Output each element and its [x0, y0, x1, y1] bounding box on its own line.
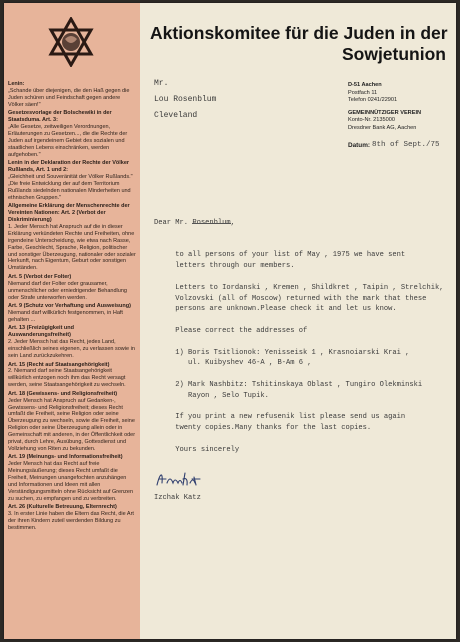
sidebar-paragraph	[8, 325, 136, 360]
sidebar-paragraph	[8, 303, 136, 324]
sidebar-quote: Jeder Mensch hat Anspruch auf Gedanken-, Gewissens- und Religionsfreiheit; dieses Recht umfaßt die Freiheit, seine Religion oder seine Überzeugung zu wechseln, sowie die Freiheit, seine Religion oder seine Überzeugung allein oder in Gemeinschaft mit anderen, in der Öffentlichkeit oder privat, durch Lehre, Ausübung, Gottesdienst und Vollziehung von Riten zu bekunden.	[8, 397, 136, 452]
letter-line: Volzovski (all of Moscow) returned with the mark that these	[154, 294, 427, 303]
sidebar-heading: Allgemeine Erklärung der Menschenrechte der Vereinten Nationen: Art. 2 (Verbot der Diskriminierung)	[8, 203, 130, 223]
letter-line: 2) Mark Nashbitz: Tshitinskaya Oblast , Tungiro Olekminski	[154, 380, 423, 389]
sidebar-heading: Art. 13 (Freizügigkeit und Auswanderungsfreiheit)	[8, 325, 75, 339]
letter-line: Yours sincerely	[154, 445, 240, 454]
sidebar-paragraph	[8, 504, 136, 532]
sidebar-quotes	[8, 81, 136, 534]
sender-phone: Telefon 0241/22901	[348, 97, 398, 104]
letter-line: If you print a new refusenik list please send us again	[154, 413, 406, 422]
sidebar-heading: Gesetzesvorlage der Bolschewiki in der Staatsduma. Art. 3:	[8, 110, 112, 124]
sidebar-quote: „Gleichheit und Souveränität der Völker Rußlands." „Die freie Entwicklung der auf dem Territorium Rußlands siedelnden nationalen Minderheiten und ethnischen Gruppen."	[8, 173, 133, 201]
handwritten-signature	[154, 467, 204, 491]
sidebar-heading: Art. 9 (Schutz vor Verhaftung und Ausweisung)	[8, 303, 131, 310]
sidebar-quote: Niemand darf willkürlich festgenommen, in Haft gehalten ...	[8, 309, 123, 323]
date-label: Datum:	[348, 142, 371, 149]
letter-line: twenty copies.Many thanks for the last copies.	[154, 424, 372, 433]
recipient-address	[154, 76, 216, 124]
title-line-2: Sowjetunion	[341, 44, 446, 64]
letter-line: Rayon , Selo Tupik.	[154, 391, 269, 400]
sender-account: Konto-Nr. 2135000	[348, 117, 395, 124]
sidebar-paragraph	[8, 362, 136, 390]
date-value: 8th of Sept./75	[372, 141, 440, 149]
greeting-suffix: ,	[230, 219, 235, 227]
letter-body	[154, 218, 454, 456]
sidebar-quote: „Alle Gesetze, zeitweiligen Verordnungen, Erläuterungen zu Gesetzen..., die die Rechte der Juden auf irgendeinem Gebiet des sozialen und staatlichen Lebens einschränken, werden aufgehoben."	[8, 124, 128, 158]
letterhead-title	[150, 23, 450, 65]
sidebar-paragraph	[8, 454, 136, 502]
letter-line: to all persons of your list of May , 1975 we have sent	[154, 251, 406, 260]
sidebar-quote: 2. Niemand darf seine Staatsangehörigkeit willkürlich entzogen noch ihm das Recht versagt werden, seine Staatsangehörigkeit zu wechseln.	[8, 368, 126, 389]
sidebar-heading: Lenin in der Deklaration der Rechte der Völker Rußlands, Art. 1 und 2:	[8, 160, 130, 174]
sidebar-quote: „Schande über diejenigen, die den Haß gegen die Juden schüren und Feindschaft gegen andere Völker säen!"	[8, 87, 130, 108]
recipient-name: Lou Rosenblum	[154, 95, 217, 104]
sidebar-quote: 1. Jeder Mensch hat Anspruch auf die in dieser Erklärung verkündeten Rechte und Freiheiten, ohne irgendeine Unterscheidung, wie etwa nach Rasse, Farbe, Geschlecht, Sprache, Religion, politischer und sonstiger Überzeugung, nationaler oder sozialer Herkunft, nach Eigentum, Geburt oder sonstigen Umständen.	[8, 223, 136, 272]
sidebar-heading: Art. 19 (Meinungs- und Informationsfreiheit)	[8, 454, 123, 461]
letter-page	[4, 3, 456, 639]
sender-postal: D-51 Aachen	[348, 82, 382, 88]
sidebar-heading: Art. 18 (Gewissens- und Religionsfreiheit)	[8, 390, 118, 397]
star-of-david-icon	[48, 17, 94, 67]
letter-line: 1) Boris Tsitlionok: Yenisseisk 1 , Krasnoiarski Krai ,	[154, 348, 410, 357]
sidebar-paragraph	[8, 160, 136, 201]
sidebar-paragraph	[8, 81, 136, 109]
sidebar-heading: Art. 26 (Kulturelle Betreuung, Elternrecht)	[8, 504, 117, 511]
greeting-prefix: Dear Mr.	[154, 219, 193, 227]
sender-details	[348, 82, 454, 133]
sidebar-heading: Art. 5 (Verbot der Folter)	[8, 273, 72, 280]
letter-line: Letters to Iordanski , Kremen , Shildkret , Taipin , Strelchik,	[154, 283, 444, 292]
sender-box: Postfach 11	[348, 89, 378, 96]
sidebar-heading: Lenin:	[8, 81, 25, 87]
greeting-name: Rosenblum	[192, 219, 231, 227]
letter-text	[154, 251, 443, 453]
sidebar-quote: Niemand darf der Folter oder grausamer, unmenschlicher oder erniedrigender Behandlung oder Strafe unterworfen werden.	[8, 280, 127, 301]
sender-bank: Dresdner Bank AG, Aachen	[348, 124, 417, 131]
letter-line: Please correct the addresses of	[154, 326, 308, 335]
signer-name: Izchak Katz	[154, 494, 201, 502]
sidebar-paragraph	[8, 274, 136, 302]
recipient-salutation: Mr.	[154, 79, 169, 88]
sidebar-quote: 2. Jeder Mensch hat das Recht, jedes Land, einschließlich seines eigenen, zu verlassen sowie in sein Land zurückzukehren.	[8, 339, 135, 359]
sidebar-quote: Jeder Mensch hat das Recht auf freie Meinungsäußerung; dieses Recht umfaßt die Freiheit, Meinungen unangefochten anzuhängen und Informationen und Ideen mit allen Verständigungsmitteln ohne Rücksicht auf Grenzen zu suchen, zu empfangen und zu verbreiten.	[8, 461, 134, 502]
sidebar-quote: 3. In erster Linie haben die Eltern das Recht, die Art der ihren Kindern zuteil werdenden Bildung zu bestimmen.	[8, 511, 134, 532]
letter-line: persons are unknown.Please check it and let us know.	[154, 305, 397, 314]
sidebar-paragraph	[8, 391, 136, 453]
sidebar-paragraph	[8, 110, 136, 158]
sidebar-heading: Art. 15 (Recht auf Staatsangehörigkeit)	[8, 361, 110, 368]
title-line-1: Aktionskomitee für die Juden in der	[150, 23, 448, 43]
letter-line: ul. Kuibyshev 46-A , B-Am 6 ,	[154, 359, 312, 368]
letter-line: letters through our members.	[154, 262, 295, 271]
sidebar-paragraph	[8, 203, 136, 272]
sender-org: GEMEINNÜTZIGER VEREIN	[348, 109, 422, 116]
recipient-city: Cleveland	[154, 111, 198, 120]
sidebar-panel	[4, 3, 140, 639]
